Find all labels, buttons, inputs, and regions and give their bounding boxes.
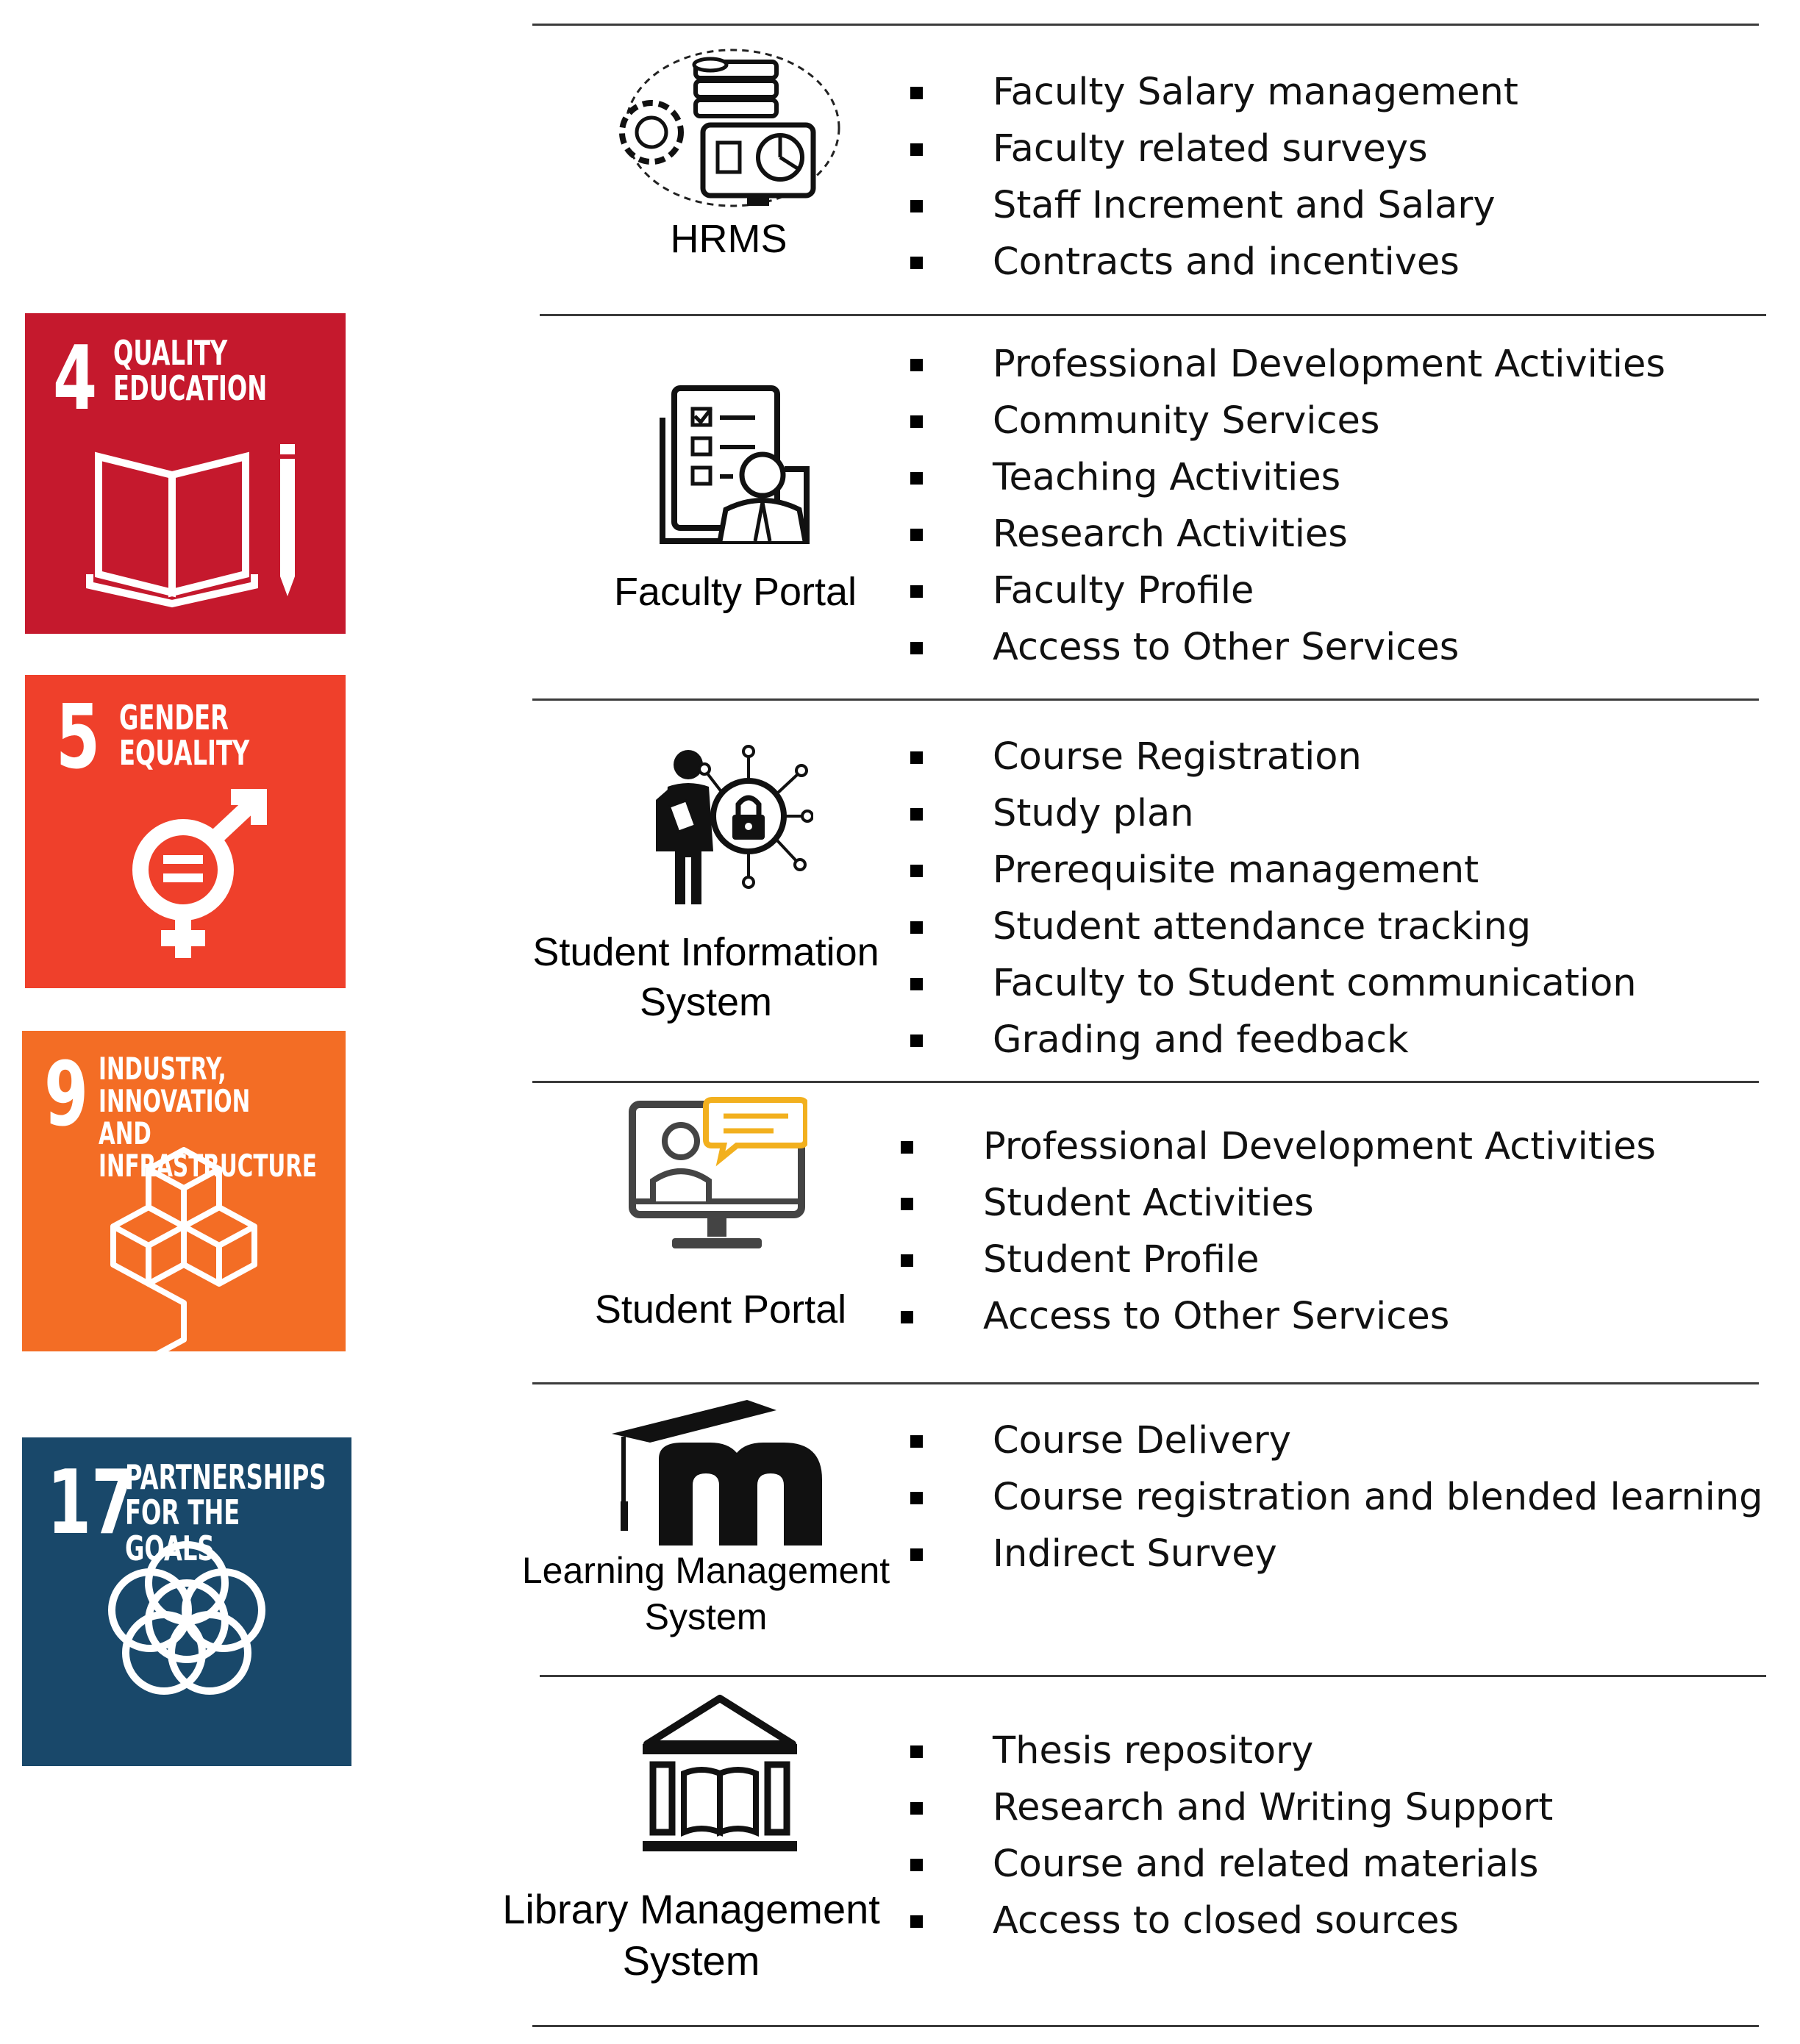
- bullet-text: Student attendance tracking: [993, 905, 1532, 948]
- bullet-text: Indirect Survey: [993, 1532, 1277, 1576]
- bullet-text: Course and related materials: [993, 1843, 1539, 1886]
- bullet-text: Course registration and blended learning: [993, 1476, 1763, 1519]
- moodle-cap-icon: [607, 1391, 840, 1547]
- sdg-number: 5: [56, 687, 101, 789]
- bullet-text: Contracts and incentives: [993, 240, 1460, 284]
- bullet-text: Professional Development Activities: [993, 343, 1665, 386]
- sdg-9-industry-innovation-tile: [22, 1031, 346, 1351]
- section-divider: [532, 1081, 1759, 1083]
- sdg-title: PARTNERSHIPS FOR THE GOALS: [125, 1457, 326, 1568]
- bullet-square-icon: [910, 359, 923, 371]
- bullet-text: Research Activities: [993, 512, 1348, 556]
- system-label-learning-management-system: Learning Management System: [521, 1550, 890, 1637]
- bullet-square-icon: [910, 1859, 923, 1871]
- bullet-text: Access to Other Services: [983, 1295, 1450, 1338]
- bullet-square-icon: [910, 257, 923, 269]
- bullet-text: Faculty Salary management: [993, 71, 1518, 114]
- library-building-book-icon: [637, 1691, 803, 1857]
- bullet-square-icon: [910, 415, 923, 428]
- bullet-square-icon: [910, 529, 923, 541]
- sdg-number: 4: [53, 328, 98, 430]
- section-divider: [532, 24, 1759, 26]
- bullet-square-icon: [910, 751, 923, 764]
- bullet-text: Professional Development Activities: [983, 1125, 1656, 1168]
- bullet-text: Thesis repository: [993, 1729, 1314, 1773]
- bullet-square-icon: [910, 1802, 923, 1815]
- bullet-text: Teaching Activities: [993, 456, 1341, 499]
- bullet-text: Faculty to Student communication: [993, 962, 1637, 1005]
- bullet-text: Access to closed sources: [993, 1899, 1460, 1943]
- sdg-5-gender-equality-tile: [25, 675, 346, 988]
- system-label-student-portal: Student Portal: [594, 1287, 847, 1332]
- bullet-square-icon: [901, 1254, 913, 1267]
- bullet-square-icon: [910, 1745, 923, 1758]
- section-divider: [532, 1382, 1759, 1384]
- bullet-square-icon: [910, 865, 923, 877]
- bullet-square-icon: [910, 472, 923, 485]
- section-divider: [540, 1675, 1766, 1677]
- bullet-text: Prerequisite management: [993, 848, 1479, 892]
- sdg-title: INDUSTRY, INNOVATION AND INFRASTRUCTURE: [99, 1051, 317, 1184]
- bullet-text: Faculty related surveys: [993, 127, 1428, 171]
- bullet-square-icon: [910, 143, 923, 156]
- bullet-text: Student Profile: [983, 1238, 1260, 1282]
- bullet-text: Access to Other Services: [993, 626, 1460, 669]
- bullet-square-icon: [910, 1548, 923, 1561]
- bullet-square-icon: [910, 1492, 923, 1504]
- bullet-square-icon: [901, 1198, 913, 1210]
- bullet-square-icon: [910, 642, 923, 654]
- bullet-square-icon: [910, 1435, 923, 1448]
- bullet-text: Research and Writing Support: [993, 1786, 1554, 1829]
- bullet-square-icon: [910, 921, 923, 934]
- bullet-square-icon: [910, 585, 923, 598]
- bullet-text: Course Delivery: [993, 1419, 1291, 1462]
- bullet-text: Study plan: [993, 792, 1194, 835]
- system-label-faculty-portal: Faculty Portal: [613, 570, 857, 614]
- system-label-student-information-system: Student Information System: [532, 930, 879, 1024]
- bullet-square-icon: [910, 1915, 923, 1928]
- student-lock-network-icon: [646, 741, 813, 909]
- bullet-text: Staff Increment and Salary: [993, 184, 1496, 227]
- system-label-library-management-system: Library Management System: [502, 1886, 880, 1984]
- bullet-text: Faculty Profile: [993, 569, 1254, 612]
- sdg-title: QUALITY EDUCATION: [113, 333, 268, 409]
- section-divider: [532, 2025, 1759, 2027]
- sdg-4-quality-education-tile: [25, 313, 346, 634]
- bullet-square-icon: [910, 978, 923, 990]
- folder-checklist-person-icon: [652, 381, 817, 547]
- bullet-square-icon: [910, 1034, 923, 1047]
- bullet-text: Course Registration: [993, 735, 1362, 779]
- bullet-square-icon: [901, 1141, 913, 1154]
- section-divider: [532, 698, 1759, 701]
- bullet-square-icon: [910, 87, 923, 99]
- bullet-square-icon: [910, 200, 923, 212]
- sdg-17-partnerships-tile: [22, 1437, 351, 1766]
- sdg-number: 17: [47, 1452, 136, 1554]
- hrms-database-monitor-icon: [615, 46, 843, 213]
- monitor-chat-person-icon: [626, 1094, 807, 1257]
- bullet-square-icon: [910, 808, 923, 821]
- bullet-text: Grading and feedback: [993, 1018, 1409, 1062]
- bullet-square-icon: [901, 1311, 913, 1323]
- section-divider: [540, 314, 1766, 316]
- sdg-title: GENDER EQUALITY: [119, 698, 250, 773]
- system-label-hrms: HRMS: [670, 217, 788, 261]
- bullet-text: Student Activities: [983, 1182, 1314, 1225]
- sdg-number: 9: [44, 1044, 89, 1146]
- bullet-text: Community Services: [993, 399, 1380, 443]
